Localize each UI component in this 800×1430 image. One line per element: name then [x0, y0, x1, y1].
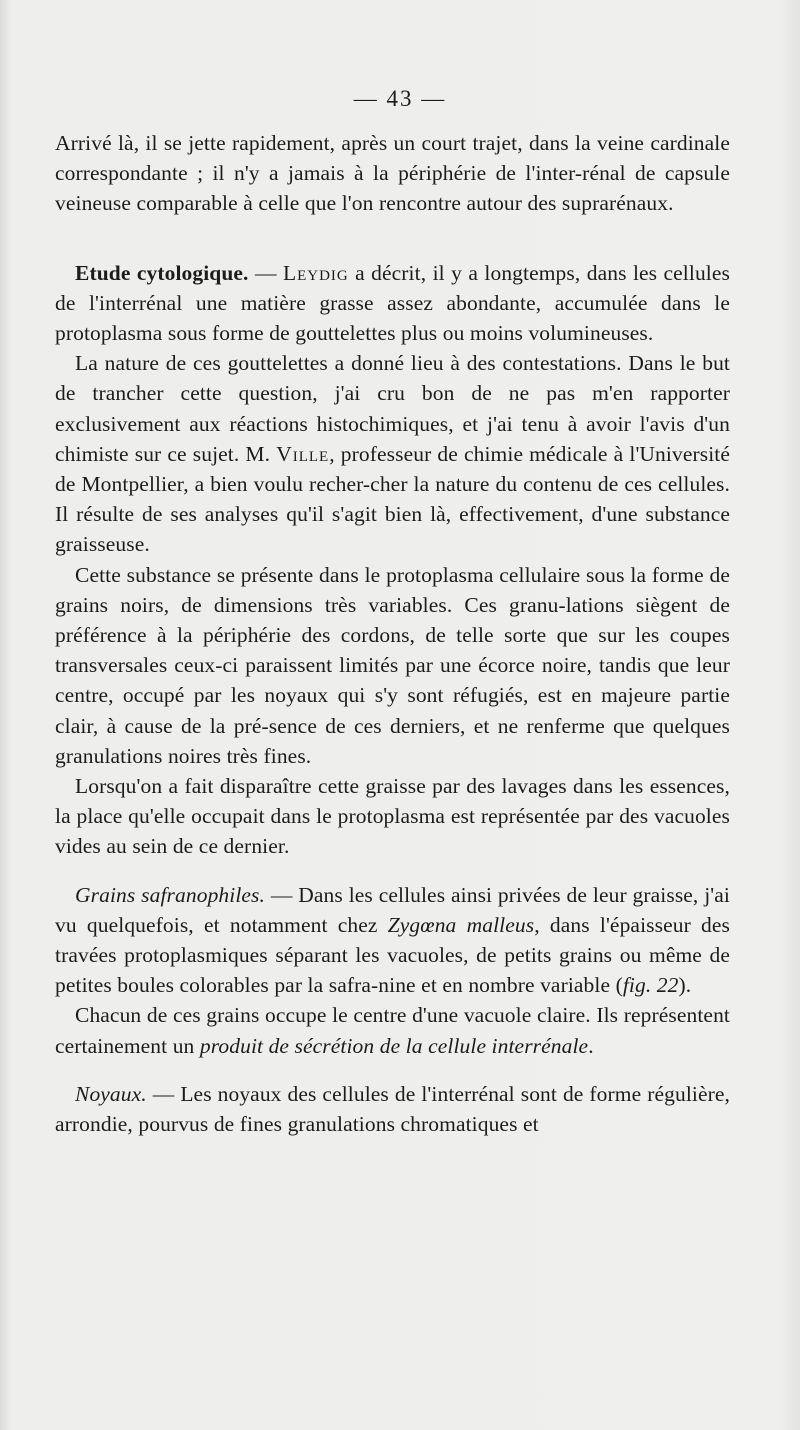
figure-reference: fig. 22 — [622, 973, 679, 998]
author-name-leydig: Leydig — [282, 260, 349, 285]
body-text — [55, 128, 730, 1139]
paragraph-substance: Cette substance se présente dans le protoplasma cellulaire sous la forme de grains noirs, de dimensions très variables. Ces granu-lations siègent de préférence à la périphérie des cordons, de telle sorte que sur les coupes transversales ceux-ci paraissent limités par une écorce noire, tandis que leur centre, occupé par les noyaux qui s'y sont réfugiés, est en majeure partie clair, à cause de la pré-sence de ces derniers, et ne renferme que quelques granulations noires très fines. — [55, 562, 730, 768]
section-heading-nuclei: Noyaux. — [75, 1081, 147, 1106]
section-heading-cytology: Etude cytologique. — [75, 260, 249, 285]
paragraph-nuclei: Noyaux. — Les noyaux des cellules de l'interrénal sont de forme régulière, arrondie, pourvus de fines granulations chromatiques et — [55, 1081, 730, 1137]
paragraph-safranophiles: Grains safranophiles. — Dans les cellules ainsi privées de leur graisse, j'ai vu quelquefois, et notamment chez Zygœna malleus, dans l'épaisseur des travées protoplasmiques séparant les vacuoles, de petits grains ou même de petites boules colorables par la safra-nine et en nombre variable (fig. 22). — [55, 882, 731, 998]
page-number: — 43 — — [353, 86, 447, 111]
section-heading-safranophiles: Grains safranophiles. — [75, 882, 266, 907]
species-name: Zygœna malleus — [387, 912, 535, 937]
paragraph-cytology: Etude cytologique. — Leydig a décrit, il y a longtemps, dans les cellules de l'interrénal une matière grasse assez abondante, accumulée dans le protoplasma sous forme de gouttelettes plus ou moins volumineuses. — [55, 260, 730, 346]
paragraph-nature: La nature de ces gouttelettes a donné lieu à des contestations. Dans le but de trancher cette question, j'ai cru bon de ne pas m'en rapporter exclusivement aux réactions histochimiques, et j'ai tenu à avoir l'avis d'un chimiste sur ce sujet. M. Ville, professeur de chimie médicale à l'Université de Montpellier, a bien voulu recher-cher la nature du contenu de ces cellules. Il résulte de ses analyses qu'il s'agit bien là, effectivement, d'une substance graisseuse. — [55, 351, 730, 557]
author-name-ville: Ville — [276, 441, 330, 466]
emphasis-secretion: produit de sécrétion de la cellule interrénale — [199, 1033, 589, 1058]
paragraph-vascular: Arrivé là, il se jette rapidement, après un court trajet, dans la veine cardinale correspondante ; il n'y a jamais à la périphérie de l'inter-rénal de capsule veineuse comparable à celle que l'on rencontre autour des suprarénaux. — [55, 131, 730, 216]
paragraph-vacuole: Chacun de ces grains occupe le centre d'une vacuole claire. Ils représentent certainement un produit de sécrétion de la cellule interrénale. — [55, 1003, 730, 1058]
paragraph-essences: Lorsqu'on a fait disparaître cette graisse par des lavages dans les essences, la place qu'elle occupait dans le protoplasma est représentée par des vacuoles vides au sein de ce dernier. — [55, 774, 730, 859]
